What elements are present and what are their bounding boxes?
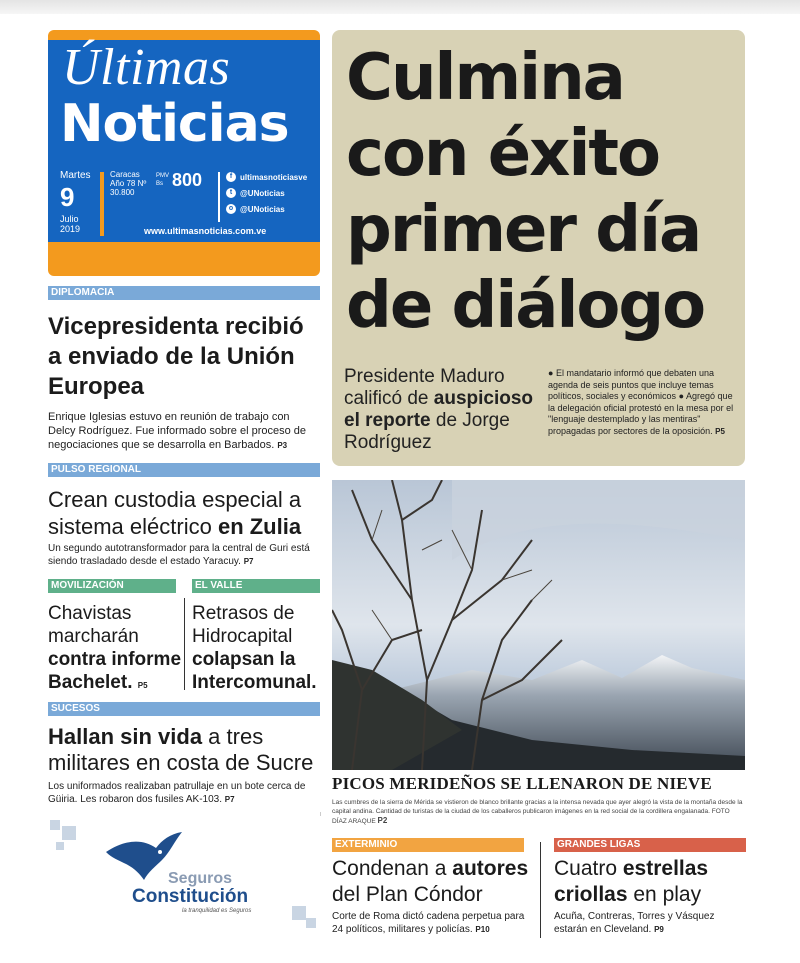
summary-gl-text: Acuña, Contreras, Torres y Vásquez estarán en Cleveland. [554, 911, 715, 935]
page-ref: P7 [224, 795, 235, 804]
page-ref: P2 [377, 816, 388, 825]
ad-decor-square [62, 826, 76, 840]
ad-brand-line2: Constitución [132, 886, 249, 907]
headline-elvalle-plain: Retrasos de Hidrocapital [192, 603, 295, 647]
summary-grandes-ligas [554, 910, 744, 936]
tag-grandes-ligas: GRANDES LIGAS [554, 838, 746, 852]
page-ref: P3 [277, 441, 288, 450]
photo-credit: FOTO DÍAZ ARAQUE [332, 808, 730, 825]
logo-noticias: Noticias [60, 94, 289, 154]
headline-elvalle-bold: colapsan la Intercomunal. [192, 649, 317, 693]
summary-diplomacia-text: Enrique Iglesias estuvo en reunión de trabajo con Delcy Rodríguez. Fue informado sobre el proceso de negociaciones que se desarrolla en Barbados. [48, 411, 307, 451]
masthead [48, 30, 320, 276]
masthead-month-year: Julio 2019 [60, 214, 81, 234]
headline-pulso-regional[interactable] [48, 486, 320, 540]
headline-gl-plain-2: en play [627, 883, 702, 906]
ad-brand-line1: Seguros [168, 870, 233, 887]
tag-sucesos: SUCESOS [48, 702, 320, 716]
headline-exterminio-plain-2: del Plan Cóndor [332, 883, 483, 906]
main-subheadline [344, 366, 544, 454]
masthead-day-number: 9 [60, 182, 75, 212]
headline-sucesos-plain: a tres militares en costa de Sucre [48, 724, 314, 775]
summary-sucesos [48, 780, 320, 806]
headline-exterminio-bold: autores [452, 857, 529, 880]
headline-gl-plain: Cuatro [554, 857, 623, 880]
headline-sucesos-bold: Hallan sin vida [48, 724, 203, 749]
masthead-divider [100, 172, 104, 236]
tag-movilizacion: MOVILIZACIÓN [48, 579, 176, 593]
ad-decor-square [292, 906, 306, 920]
main-headline-line: de diálogo [346, 269, 705, 343]
summary-diplomacia [48, 410, 320, 453]
instagram-link[interactable] [226, 204, 285, 214]
tag-pulso-regional: PULSO REGIONAL [48, 463, 320, 477]
page-ref: P5 [137, 681, 148, 690]
photo-snowy-peaks[interactable] [332, 480, 745, 770]
masthead-price: 800 [172, 170, 203, 190]
ad-seguros-constitucion[interactable] [48, 818, 320, 938]
main-headline[interactable] [346, 40, 736, 344]
headline-diplomacia[interactable]: Vicepresidenta recibió a enviado de la Unión Europea [48, 313, 304, 400]
ad-decor-square [306, 918, 316, 928]
main-headline-line: Culmina [346, 41, 624, 115]
column-divider [184, 598, 185, 690]
main-sub-bold: auspicioso el reporte [344, 388, 534, 431]
headline-gl-bold: estrellas criollas [554, 857, 709, 906]
page-ref: P10 [475, 925, 490, 934]
column-divider [540, 842, 541, 938]
photo-title: PICOS MERIDEÑOS SE LLENARON DE NIEVE [332, 774, 712, 793]
headline-sucesos[interactable] [48, 724, 320, 776]
photo-caption [332, 798, 746, 826]
headline-pulso-plain: Crean custodia especial a sistema eléctrico [48, 487, 302, 539]
mountain-photo-image [332, 480, 745, 770]
summary-pulso-text: Un segundo autotransformador para la central de Guri está siendo trasladado desde el estado Yaracuy. [48, 543, 310, 567]
page-ref: P5 [715, 426, 725, 436]
logo-ultimas: Últimas [62, 39, 231, 96]
browser-top-strip [0, 0, 800, 14]
main-bullet-2: Agregó que la delegación oficial protestó en la mesa por el "lenguaje destemplado y las mentiras" propagadas por sectores de la oposición. [548, 391, 734, 436]
main-sub-plain: Presidente Maduro calificó de [344, 366, 505, 409]
facebook-icon: f [226, 172, 236, 182]
bullet-icon: ● [548, 368, 556, 378]
main-bullet-1: El mandatario informó que debaten una agenda de seis puntos que incluye temas políticos, sociales y económicos [548, 368, 715, 401]
bullet-icon: ● [678, 391, 687, 401]
headline-exterminio[interactable] [332, 856, 532, 908]
twitter-link[interactable] [226, 188, 285, 198]
main-sub-plain-2: de Jorge Rodríguez [344, 410, 510, 453]
summary-pulso-regional [48, 542, 320, 568]
masthead-divider-2 [218, 172, 220, 222]
tag-el-valle: EL VALLE [192, 579, 320, 593]
tag-exterminio: EXTERMINIO [332, 838, 524, 852]
twitter-handle: @UNoticias [240, 188, 285, 198]
facebook-handle: ultimasnoticiasve [240, 172, 308, 182]
headline-movilizacion-bold: contra informe Bachelet. [48, 649, 182, 693]
twitter-icon: t [226, 188, 236, 198]
main-headline-line: primer día [346, 193, 701, 267]
website-link[interactable]: www.ultimasnoticias.com.ve [144, 226, 267, 236]
masthead-price-label: PMV Bs [156, 173, 170, 187]
masthead-edition: Caracas Año 78 Nº 30.800 [110, 170, 147, 197]
ad-decor-square [50, 820, 60, 830]
instagram-icon: o [226, 204, 236, 214]
main-bullets [548, 368, 734, 437]
ad-decor-square [56, 842, 64, 850]
headline-exterminio-plain: Condenan a [332, 857, 453, 880]
tag-diplomacia: DIPLOMACIA [48, 286, 320, 300]
facebook-link[interactable] [226, 172, 307, 182]
instagram-handle: @UNoticias [240, 204, 285, 214]
headline-movilizacion-plain: Chavistas marcharán [48, 603, 139, 647]
page-ref: P7 [243, 557, 254, 566]
summary-sucesos-text: Los uniformados realizaban patrullaje en un bote cerca de Güiria. Les robaron dos fusiles AK-103. [48, 781, 306, 805]
ad-tagline: la tranquilidad es Seguros [182, 908, 252, 914]
headline-pulso-bold: en Zulia [217, 514, 302, 539]
summary-exterminio-text: Corte de Roma dictó cadena perpetua para 24 políticos, militares y policías. [332, 911, 525, 935]
divider-tick [320, 812, 321, 816]
headline-movilizacion[interactable] [48, 602, 182, 697]
headline-grandes-ligas[interactable] [554, 856, 744, 908]
masthead-day-name: Martes [60, 170, 91, 181]
main-headline-line: con éxito [346, 117, 659, 191]
photo-caption-text: Las cumbres de la sierra de Mérida se vistieron de blanco brillante gracias a la intensa nevada que ayer alegró la vista de la montaña desde la capital andina. Cantidad de turistas de la ciudad de los caballeros publicaron imágenes en la red social de la cordillera engalanada. [332, 799, 743, 815]
page-ref: P9 [654, 925, 664, 934]
summary-exterminio [332, 910, 528, 936]
